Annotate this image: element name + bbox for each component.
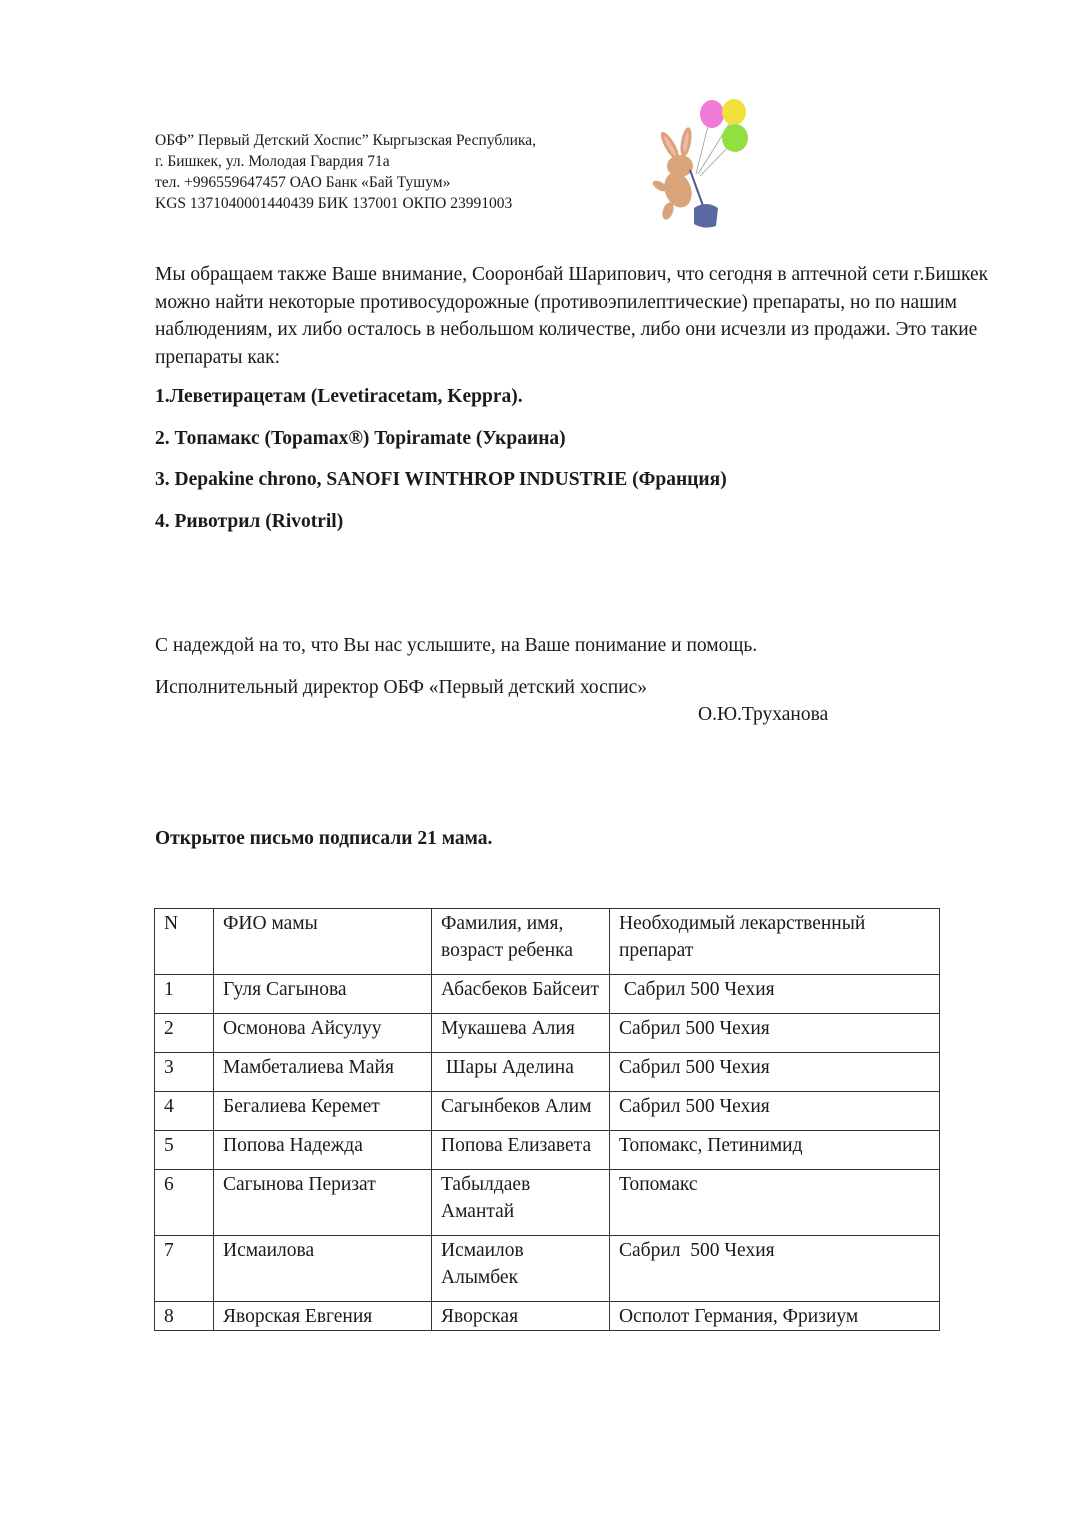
header-n: N — [155, 909, 214, 975]
cell-drug: Сабрил 500 Чехия — [610, 1236, 940, 1302]
cell-child: Абасбеков Байсеит — [432, 975, 610, 1014]
letterhead-address: г. Бишкек, ул. Молодая Гвардия 71а — [155, 153, 390, 170]
cell-mother: Сагынова Перизат — [214, 1170, 432, 1236]
signed-note: Открытое письмо подписали 21 мама. — [155, 828, 493, 849]
cell-mother: Яворская Евгения — [214, 1302, 432, 1331]
signatory-name: О.Ю.Труханова — [698, 704, 829, 725]
letterhead-org: ОБФ” Первый Детский Хоспис” Кыргызская Республика, — [155, 132, 536, 149]
cell-mother: Гуля Сагынова — [214, 975, 432, 1014]
cell-drug: Топомакс — [610, 1170, 940, 1236]
body-paragraph: Мы обращаем также Ваше внимание, Сооронбай Шарипович, что сегодня в аптечной сети г.Бишкек можно найти некоторые противосудорожные (противоэпилептические) препараты, но по нашим наблюдениям, их либо осталось в небольшом количестве, либо они исчезли из продажи. Это такие препараты как: — [155, 264, 989, 368]
table-header-row — [155, 909, 940, 975]
cell-drug: Сабрил 500 Чехия — [610, 1053, 940, 1092]
table-row — [155, 975, 940, 1014]
letterhead-phone-bank: тел. +996559647457 ОАО Банк «Бай Тушум» — [155, 174, 451, 191]
cell-child: Мукашева Алия — [432, 1014, 610, 1053]
table-row — [155, 1053, 940, 1092]
letterhead — [155, 130, 536, 214]
drug-item: 3. Depakine chrono, SANOFI WINTHROP INDUSTRIE (Франция) — [155, 469, 727, 490]
header-child-name-age: Фамилия, имя, возраст ребенка — [432, 909, 610, 975]
cell-n: 3 — [155, 1053, 214, 1092]
cell-drug: Сабрил 500 Чехия — [610, 1092, 940, 1131]
cell-n: 6 — [155, 1170, 214, 1236]
drug-list — [155, 383, 727, 549]
letterhead-bank-details: KGS 1371040001440439 БИК 137001 ОКПО 23991003 — [155, 195, 513, 212]
cell-mother: Мамбеталиева Майя — [214, 1053, 432, 1092]
drug-item: 4. Ривотрил (Rivotril) — [155, 510, 344, 532]
cell-child: Исмаилов Алымбек — [432, 1236, 610, 1302]
signatory-title: Исполнительный директор ОБФ «Первый детский хоспис» — [155, 677, 648, 698]
table-row — [155, 1302, 940, 1331]
drug-item: 1.Леветирацетам (Levetiracetam, Keppra). — [155, 386, 523, 407]
cell-child: Яворская — [432, 1302, 610, 1331]
cell-mother: Попова Надежда — [214, 1131, 432, 1170]
header-mother-name: ФИО мамы — [214, 909, 432, 975]
cell-n: 7 — [155, 1236, 214, 1302]
cell-child: Сагынбеков Алим — [432, 1092, 610, 1131]
cell-n: 5 — [155, 1131, 214, 1170]
cell-child: Шары Аделина — [432, 1053, 610, 1092]
cell-n: 1 — [155, 975, 214, 1014]
cell-drug: Сабрил 500 Чехия — [610, 975, 940, 1014]
closing-line: С надеждой на то, что Вы нас услышите, на Ваше понимание и помощь. — [155, 635, 758, 656]
table-row — [155, 1131, 940, 1170]
cell-mother: Бегалиева Керемет — [214, 1092, 432, 1131]
cell-mother: Исмаилова — [214, 1236, 432, 1302]
cell-n: 2 — [155, 1014, 214, 1053]
drug-item: 2. Топамакс (Topamax®) Topiramate (Украина) — [155, 427, 566, 449]
cell-mother: Осмонова Айсулуу — [214, 1014, 432, 1053]
cell-drug: Сабрил 500 Чехия — [610, 1014, 940, 1053]
table-row — [155, 1236, 940, 1302]
cell-drug: Топомакс, Петинимид — [610, 1131, 940, 1170]
table-row — [155, 1014, 940, 1053]
cell-n: 4 — [155, 1092, 214, 1131]
table-row — [155, 1170, 940, 1236]
header-required-drug: Необходимый лекарственный препарат — [610, 909, 940, 975]
bunny-with-balloons-icon — [648, 96, 758, 230]
table-row — [155, 1092, 940, 1131]
cell-drug: Осполот Германия, Фризиум — [610, 1302, 940, 1331]
cell-child: Табылдаев Амантай — [432, 1170, 610, 1236]
cell-child: Попова Елизавета — [432, 1131, 610, 1170]
cell-n: 8 — [155, 1302, 214, 1331]
signers-table — [154, 908, 940, 1331]
